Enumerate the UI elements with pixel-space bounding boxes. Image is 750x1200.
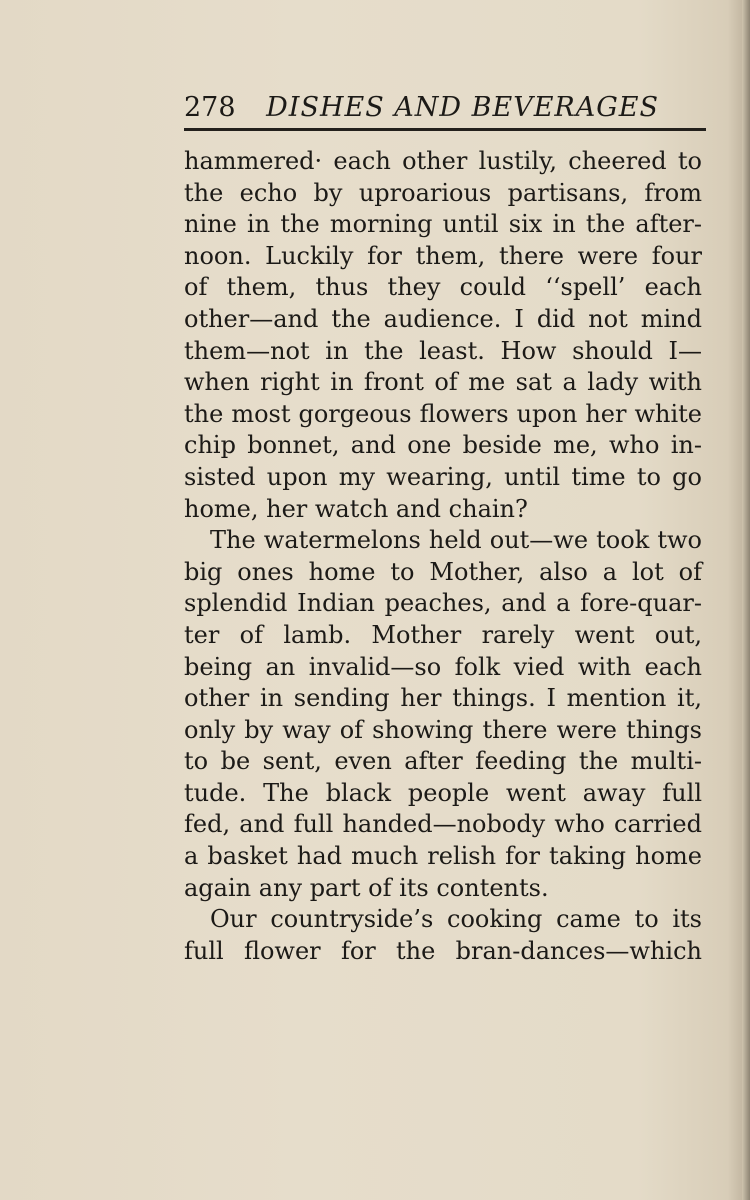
- text-line: the most gorgeous flowers upon her white: [184, 399, 702, 428]
- page-number: 278: [184, 92, 236, 123]
- header-rule: [184, 128, 706, 131]
- text-line: when right in front of me sat a lady with: [184, 368, 702, 397]
- text-line: a basket had much relish for taking home: [184, 842, 702, 871]
- text-line: of them, thus they could ‘‘spell’ each: [184, 273, 702, 302]
- text-line: them—not in the least. How should I—: [184, 336, 702, 365]
- text-line: to be sent, even after feeding the multi-: [184, 747, 702, 776]
- page-edge: [742, 0, 750, 1200]
- text-line: other—and the audience. I did not mind: [184, 304, 702, 333]
- body-text: [184, 146, 702, 967]
- text-line: big ones home to Mother, also a lot of: [184, 557, 702, 586]
- paragraph-first-line: The watermelons held out—we took two: [210, 526, 702, 555]
- text-line: nine in the morning until six in the after-: [184, 210, 702, 239]
- text-line: being an invalid—so folk vied with each: [184, 652, 702, 681]
- text-line: only by way of showing there were things: [184, 715, 702, 744]
- page-header: [184, 90, 706, 126]
- text-line: again any part of its contents.: [184, 873, 549, 902]
- text-line: ter of lamb. Mother rarely went out,: [184, 620, 702, 649]
- text-line: chip bonnet, and one beside me, who in-: [184, 431, 702, 460]
- text-line: home, her watch and chain?: [184, 494, 528, 523]
- running-head: DISHES AND BEVERAGES: [266, 92, 659, 123]
- text-line: sisted upon my wearing, until time to go: [184, 462, 702, 491]
- text-line: other in sending her things. I mention it,: [184, 684, 702, 713]
- text-line: hammered· each other lustily, cheered to: [184, 147, 702, 175]
- paragraph-first-line: Our countryside’s cooking came to its: [210, 905, 702, 934]
- text-line: tude. The black people went away full: [184, 778, 702, 807]
- text-line: fed, and full handed—nobody who carried: [184, 810, 702, 839]
- text-line: splendid Indian peaches, and a fore-quar-: [184, 589, 702, 618]
- text-line: noon. Luckily for them, there were four: [184, 241, 702, 270]
- text-line: full flower for the bran-dances—which: [184, 936, 702, 965]
- text-line: the echo by uproarious partisans, from: [184, 178, 702, 207]
